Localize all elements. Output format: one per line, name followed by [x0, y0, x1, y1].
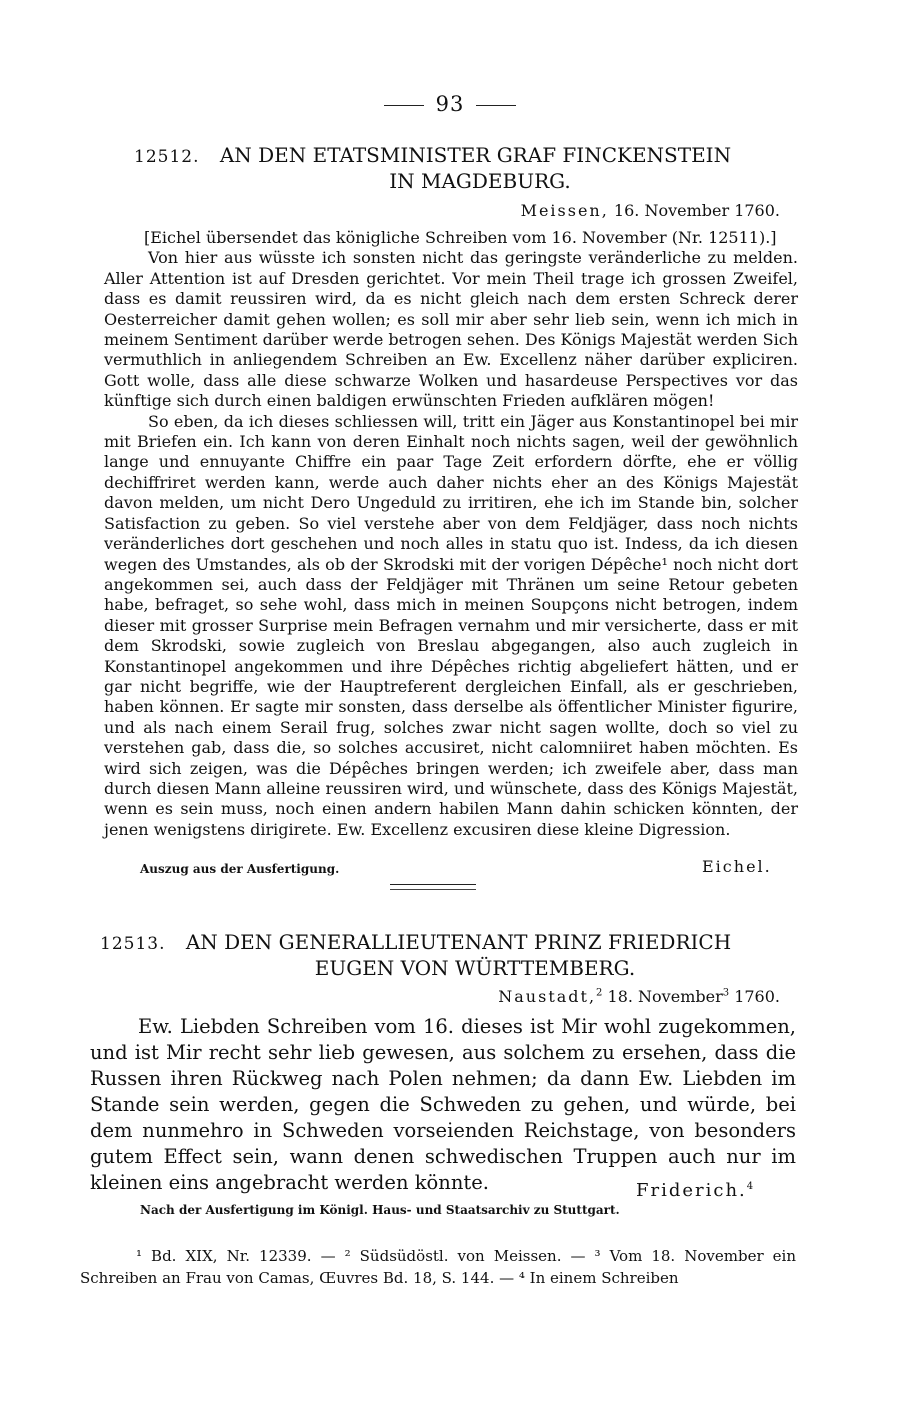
letter2-date-note: 3: [722, 987, 730, 999]
letter1-paragraph1: Von hier aus wüsste ich sonsten nicht das geringste veränderliche zu melden. Aller Attention ist auf Dresden gerichtet. Vor mein Theil trage ich grossen Zweifel, dass es damit reussiren wird, da es nicht gleich nach dem ersten Schreck derer Oesterreicher damit gehen wollen; es soll mir aber sehr lieb sein, wenn ich mich in meinem Sentiment darüber werde betrogen sehen. Des Königs Majestät werden Sich vermuthlich in anliegendem Schreiben an Ew. Excellenz näher darüber expliciren. Gott wolle, dass alle diese schwarze Wolken und hasardeuse Perspectives vor das künftige sich durch einen baldigen erwünschten Frieden aufklären mögen!: [104, 248, 798, 411]
letter2-place-note: 2: [596, 987, 603, 999]
letter1-dateline: [521, 201, 780, 220]
letter1-place: Meissen,: [520, 201, 609, 220]
letter2-dateline: [498, 987, 780, 1006]
letter2-text: Ew. Liebden Schreiben vom 16. dieses ist Mir wohl zugekommen, und ist Mir recht sehr lieb gewesen, aus solchem zu ersehen, dass die Russen ihren Rückweg nach Polen nehmen; da dann Ew. Liebden im Stande sein werden, gegen die Schweden zu gehen, und würde, bei dem nunmehro in Schweden vorseienden Reichstage, von besonders gutem Effect sein, wann denen schwedischen Truppen auch nur im kleinen eins angebracht werden könnte.: [90, 1015, 796, 1194]
letter1-intro: [Eichel übersendet das königliche Schreiben vom 16. November (Nr. 12511).]: [144, 228, 777, 247]
letter1-source: Auszug aus der Ausfertigung.: [140, 862, 340, 876]
letter2-source: Nach der Ausfertigung im Königl. Haus- und Staatsarchiv zu Stuttgart.: [140, 1203, 620, 1217]
dash-left: [384, 105, 424, 106]
page-number: 93: [435, 92, 465, 116]
footnotes-text: ¹ Bd. XIX, Nr. 12339. — ² Südsüdöstl. von Meissen. — ³ Vom 18. November ein Schreiben an Frau von Camas, Œuvres Bd. 18, S. 144. — ⁴ In einem Schreiben: [80, 1247, 796, 1287]
letter1-heading: [110, 143, 810, 193]
letter2-signature: Friderich.: [636, 1180, 747, 1201]
letter2-number: 12513.: [100, 934, 166, 954]
letter2-date-day: 18. November: [607, 987, 723, 1006]
dash-right: [476, 105, 516, 106]
letter1-number: 12512.: [134, 147, 200, 167]
letter2-place: Naustadt,: [498, 987, 597, 1006]
letter2-signature-note: 4: [746, 1181, 756, 1192]
separator-rule-bottom: [390, 889, 476, 890]
letter1-title-line1: AN DEN ETATSMINISTER GRAF FINCKENSTEIN: [219, 143, 732, 167]
letter2-signature-line: [636, 1180, 755, 1201]
letter1-date: 16. November 1760.: [613, 201, 780, 220]
letter2-body: [90, 1014, 796, 1196]
page-number-line: [0, 92, 900, 116]
letter1-title-line2: IN MAGDEBURG.: [389, 169, 571, 193]
letter1-signature: Eichel.: [702, 857, 772, 876]
separator-rule-top: [390, 884, 476, 885]
letter2-title-line2: EUGEN VON WÜRTTEMBERG.: [314, 956, 636, 980]
letter1-paragraph2: So eben, da ich dieses schliessen will, tritt ein Jäger aus Konstantinopel bei mir mit Briefen ein. Ich kann von deren Einhalt noch nichts sagen, weil der gewöhnlich lange und ennuyante Chiffre ein paar Tage Zeit erfordern dörfte, ehe er völlig dechiffriret werden kann, werde auch daher nichts eher an des Königs Majestät davon melden, um nicht Dero Ungeduld zu irritiren, ehe ich im Stande bin, solcher Satisfaction zu geben. So viel verstehe aber von dem Feldjäger, dass noch nichts veränderliches dort geschehen und noch alles in statu quo ist. Indess, da ich diesen wegen des Umstandes, als ob der Skrodski mit der vorigen Dépêche¹ noch nicht dort angekommen sei, auch dass der Feldjäger mit Thränen um seine Retour gebeten habe, befraget, so sehe wohl, dass mich in meinen Soupçons nicht betrogen, indem dieser mit grosser Surprise mein Befragen vernahm und mir versicherte, dass er mit dem Skrodski, sowie zugleich von Breslau abgegangen, also auch zugleich in Konstantinopel angekommen und ihre Dépêches richtig abgeliefert hätten, und er gar nicht begriffe, wie der Hauptreferent dergleichen Einfall, als er geschrieben, haben können. Er sagte mir sonsten, dass derselbe als öffentlicher Minister figurire, und als nach einem Serail frug, solches zwar nicht sagen wollte, doch so viel zu verstehen gab, dass die, so solches accusiret, nicht calomniiret haben möchten. Es wird sich zeigen, was die Dépêches bringen werden; ich zweifele aber, dass man durch diesen Mann alleine reussiren wird, und wünschete, dass des Königs Majestät, wenn es sein muss, noch einen andern habilen Mann dahin schicken könnten, der jenen wenigstens dirigirete. Ew. Excellenz excusiren diese kleine Digression.: [104, 411, 798, 839]
letter1-body: [104, 228, 798, 840]
footnotes: [80, 1245, 796, 1289]
letter2-heading: [100, 930, 820, 980]
letter2-date-year: 1760.: [734, 987, 780, 1006]
letter2-title-line1: AN DEN GENERALLIEUTENANT PRINZ FRIEDRICH: [185, 930, 732, 954]
